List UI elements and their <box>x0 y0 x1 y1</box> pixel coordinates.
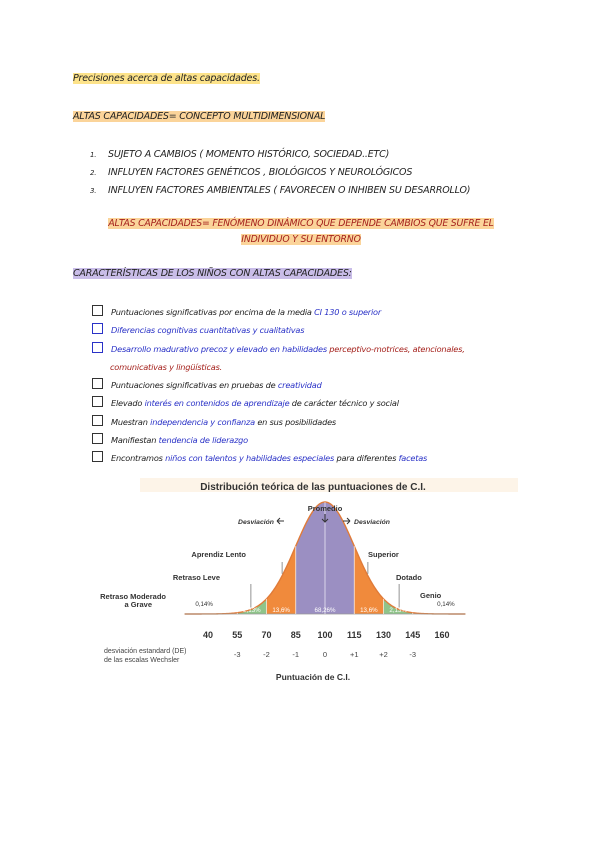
checklist-item: Elevado interés en contenidos de aprendizaje de carácter técnico y social <box>92 394 465 412</box>
numbered-list <box>90 146 470 200</box>
checklist-item: Puntuaciones significativas por encima de la media CI 130 o superior <box>92 303 465 321</box>
checkbox[interactable] <box>92 415 103 426</box>
sd-tick-label: +2 <box>379 650 388 659</box>
x-tick-label: 40 <box>202 630 214 640</box>
checklist-item: Encontramos niños con talentos y habilidades especiales para diferentes facetas <box>92 449 465 467</box>
checkbox[interactable] <box>92 433 103 444</box>
x-tick-label: 85 <box>290 630 301 640</box>
characteristics-checklist <box>92 303 465 468</box>
checklist-item: Desarrollo madurativo precoz y elevado en habilidades perceptivo-motrices, atencionales, <box>92 340 465 358</box>
label-promedio: Promedio <box>307 504 343 513</box>
checkbox[interactable] <box>92 342 103 353</box>
label-retraso-moderado: Retraso Moderado <box>100 592 166 601</box>
sd-tick-label: -1 <box>292 650 300 659</box>
label-superior: Superior <box>368 550 399 559</box>
sd-tick-label: 0 <box>322 650 328 659</box>
label-desviacion-left: Desviación <box>238 519 274 526</box>
segment-percent-label: 68,26% <box>314 607 336 614</box>
list-item: 1. SUJETO A CAMBIOS ( MOMENTO HISTÓRICO, SOCIEDAD..ETC) <box>90 149 390 160</box>
heading-dynamic-phenomenon: ALTAS CAPACIDADES= FENÓMENO DINÁMICO QUE DEPENDE CAMBIOS QUE SUFRE EL INDIVIDUO Y SU ENTORNO <box>108 218 494 245</box>
intro-title: Precisiones acerca de altas capacidades. <box>73 73 260 84</box>
checkbox[interactable] <box>92 305 103 316</box>
sd-label-line2: de las escalas Wechsler <box>104 657 180 664</box>
x-axis-label: Puntuación de C.I. <box>275 672 351 682</box>
segment-percent-label: 13,6% <box>360 607 378 614</box>
checklist-item: Manifiestan tendencia de liderazgo <box>92 431 465 449</box>
sd-tick-label: +1 <box>349 650 359 659</box>
checkbox[interactable] <box>92 378 103 389</box>
label-retraso-moderado-2: a Grave <box>124 600 152 609</box>
checkbox[interactable] <box>92 451 103 462</box>
x-tick-label: 115 <box>346 630 362 640</box>
label-desviacion-right: Desviación <box>354 519 390 526</box>
label-layer <box>100 504 455 659</box>
checklist-item: Diferencias cognitivas cuantitativas y cualitativas <box>92 321 465 339</box>
x-tick-label: 130 <box>375 630 392 640</box>
iq-distribution-chart <box>100 472 520 692</box>
checklist-item: Puntuaciones significativas en pruebas de creatividad <box>92 376 465 394</box>
label-genio: Genio <box>420 591 442 600</box>
list-item: 2. INFLUYEN FACTORES GENÉTICOS , BIOLÓGICOS Y NEUROLÓGICOS <box>90 167 413 178</box>
tail-percent-label: 0,14% <box>437 601 455 608</box>
tail-percent-label: 0,14% <box>195 601 213 608</box>
x-tick-label: 160 <box>434 630 450 640</box>
segment-percent-label: 13,6% <box>272 607 290 614</box>
chart-title: Distribución teórica de las puntuaciones de C.I. <box>200 482 426 493</box>
checkbox[interactable] <box>92 396 103 407</box>
label-retraso-leve: Retraso Leve <box>172 573 220 582</box>
checklist-item-continuation: comunicativas y lingüísticas. <box>110 361 223 372</box>
x-tick-label: 55 <box>232 630 243 640</box>
heading-characteristics: CARACTERÍSTICAS DE LOS NIÑOS CON ALTAS CAPACIDADES: <box>73 268 352 279</box>
sd-label-line1: desviación estandard (DE) <box>104 648 187 655</box>
segment-percent-label: 2,13% <box>243 607 261 614</box>
x-tick-label: 70 <box>261 630 272 640</box>
sd-tick-label: -2 <box>263 650 270 659</box>
list-item: 3. INFLUYEN FACTORES AMBIENTALES ( FAVORECEN O INHIBEN SU DESARROLLO) <box>90 185 471 196</box>
sd-tick-label: -3 <box>409 650 417 659</box>
checklist-item: Muestran independencia y confianza en sus posibilidades <box>92 413 465 431</box>
heading-multidimensional: ALTAS CAPACIDADES= CONCEPTO MULTIDIMENSIONAL <box>73 111 326 122</box>
sd-tick-label: -3 <box>233 650 241 659</box>
checkbox[interactable] <box>92 323 103 334</box>
segment-percent-label: 2,13% <box>389 607 407 614</box>
x-tick-label: 145 <box>405 630 421 640</box>
label-dotado: Dotado <box>396 573 422 582</box>
arrow-left-icon <box>277 518 284 524</box>
label-aprendiz-lento: Aprendiz Lento <box>191 550 246 559</box>
x-tick-label: 100 <box>317 630 333 640</box>
